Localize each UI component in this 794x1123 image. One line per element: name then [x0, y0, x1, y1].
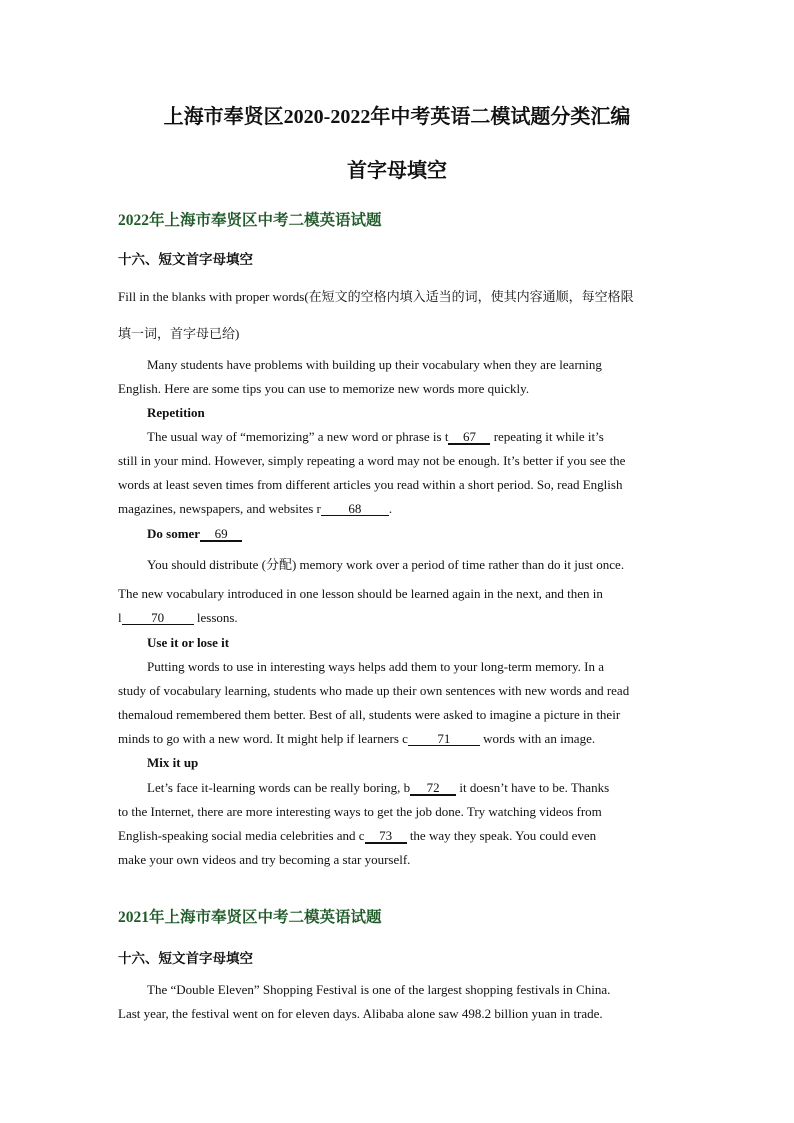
text-fragment: .	[388, 501, 393, 516]
instruction-line-2: 填一词，首字母已给)	[118, 326, 240, 341]
blank-71: 71	[408, 732, 480, 746]
text-fragment: repeating it while it’s	[490, 429, 604, 444]
paragraph-2-line-4	[118, 501, 678, 517]
document-subtitle: 首字母填空	[347, 160, 447, 182]
paragraph-2-line-3: words at least seven times from different articles you read within a short period. So, read English	[118, 477, 623, 492]
text-fragment: the way they speak. You could even	[406, 828, 597, 843]
blank-68: 68	[321, 502, 389, 516]
paragraph-3-line-1: You should distribute (分配) memory work over a period of time rather than do it just once.	[147, 557, 625, 572]
section-heading-2022: 2022年上海市奉贤区中考二模英语试题	[118, 212, 382, 229]
instruction-line-1: Fill in the blanks with proper words(在短文的空格内填入适当的词，使其内容通顺，每空格限	[118, 289, 634, 304]
text-fragment: magazines, newspapers, and websites r	[118, 501, 321, 516]
text-fragment: The usual way of “memorizing” a new word or phrase is t	[147, 429, 449, 444]
paragraph-5-line-1	[147, 780, 677, 796]
text-fragment: lessons.	[193, 610, 238, 625]
subheading-do-somer	[147, 526, 242, 542]
subheading-mix-it-up: Mix it up	[147, 755, 199, 770]
paragraph-3-line-2: The new vocabulary introduced in one lesson should be learned again in the next, and then in	[118, 586, 603, 601]
paragraph-4-line-2: study of vocabulary learning, students who made up their own sentences with new words and read	[118, 683, 630, 698]
text-fragment: it doesn’t have to be. Thanks	[456, 780, 610, 795]
part-heading-2022: 十六、短文首字母填空	[118, 252, 253, 267]
paragraph-4-line-1: Putting words to use in interesting ways helps add them to your long-term memory. In a	[147, 659, 604, 674]
text-fragment: Do somer	[147, 526, 201, 541]
subheading-repetition: Repetition	[147, 405, 205, 420]
paragraph-5-line-2: to the Internet, there are more interesting ways to get the job done. Try watching videos from	[118, 804, 602, 819]
document-title: 上海市奉贤区2020-2022年中考英语二模试题分类汇编	[163, 106, 631, 128]
paragraph-2-line-2: still in your mind. However, simply repeating a word may not be enough. It’s better if you see the	[118, 453, 626, 468]
paragraph-4-line-4	[118, 731, 678, 747]
paragraph-2021-line-2: Last year, the festival went on for eleven days. Alibaba alone saw 498.2 billion yuan in trade.	[118, 1006, 603, 1021]
text-fragment: words with an image.	[479, 731, 596, 746]
paragraph-3-line-3	[118, 610, 678, 626]
paragraph-5-line-4: make your own videos and try becoming a star yourself.	[118, 852, 411, 867]
paragraph-4-line-3: themaloud remembered them better. Best of all, students were asked to imagine a picture in their	[118, 707, 621, 722]
paragraph-5-line-3	[118, 828, 678, 844]
paragraph-2-line-1	[147, 429, 677, 445]
text-fragment: English-speaking social media celebrities and c	[118, 828, 365, 843]
text-fragment: l	[118, 610, 122, 625]
text-fragment: minds to go with a new word. It might help if learners c	[118, 731, 408, 746]
paragraph-1-line-1: Many students have problems with building up their vocabulary when they are learning	[147, 357, 602, 372]
blank-73: 73	[365, 829, 407, 844]
blank-67: 67	[448, 430, 490, 445]
blank-72: 72	[410, 781, 456, 796]
section-heading-2021: 2021年上海市奉贤区中考二模英语试题	[118, 909, 382, 926]
text-fragment: Let’s face it-learning words can be really boring, b	[147, 780, 411, 795]
part-heading-2021: 十六、短文首字母填空	[118, 951, 253, 966]
paragraph-2021-line-1: The “Double Eleven” Shopping Festival is one of the largest shopping festivals in China.	[147, 982, 611, 997]
paragraph-1-line-2: English. Here are some tips you can use to memorize new words more quickly.	[118, 381, 530, 396]
blank-70: 70	[122, 611, 194, 625]
subheading-use-it: Use it or lose it	[147, 635, 230, 650]
blank-69: 69	[200, 527, 242, 542]
